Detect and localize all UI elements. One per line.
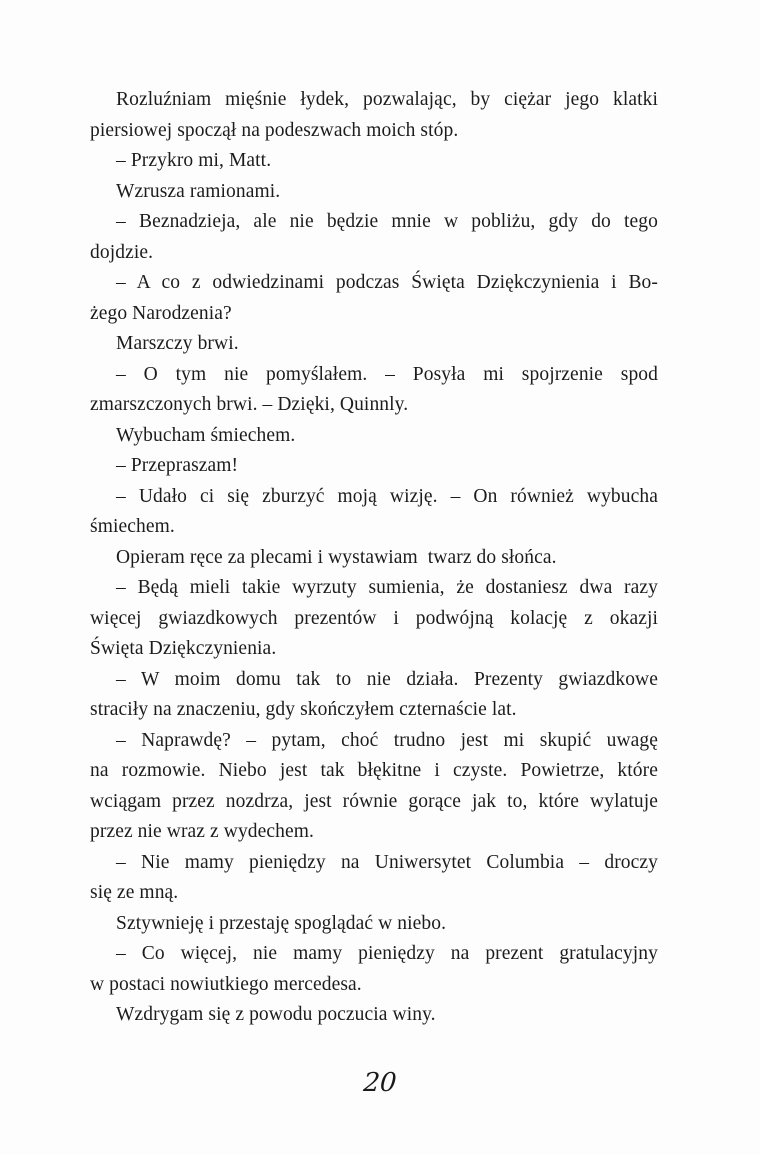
text-line: więcej gwiazdkowych prezentów i podwójną kolację z okazji	[90, 607, 658, 629]
text-line: Rozluźniam mięśnie łydek, pozwalając, by ciężar jego klatki	[116, 89, 658, 110]
text-line: – Przykro mi, Matt.	[116, 150, 272, 171]
text-line: – A co z odwiedzinami podczas Święta Dziękczynienia i Bo-	[116, 272, 658, 293]
text-line: – O tym nie pomyślałem. – Posyła mi spojrzenie spod	[116, 363, 658, 385]
text-line: zmarszczonych brwi. – Dzięki, Quinnly.	[90, 394, 409, 415]
text-line: Sztywnieję i przestaję spoglądać w niebo.	[116, 912, 447, 934]
text-line: – Przepraszam!	[116, 455, 239, 476]
text-line: – Udało ci się zburzyć moją wizję. – On również wybucha	[116, 485, 658, 507]
text-line: – Beznadzieja, ale nie będzie mnie w pobliżu, gdy do tego	[116, 211, 658, 232]
page-text	[90, 85, 658, 1031]
text-line: Święta Dziękczynienia.	[90, 638, 277, 659]
text-line: dojdzie.	[90, 241, 154, 263]
text-line: Wzdrygam się z powodu poczucia winy.	[116, 1004, 436, 1025]
page-number: 20	[362, 1068, 398, 1098]
text-line: się ze mną.	[90, 882, 179, 903]
text-line: wciągam przez nozdrza, jest równie gorące jak to, które wylatuje	[90, 790, 658, 812]
text-line: – Nie mamy pieniędzy na Uniwersytet Columbia – droczy	[116, 851, 658, 873]
text-line: żego Narodzenia?	[90, 302, 232, 324]
text-line: straciły na znaczeniu, gdy skończyłem czternaście lat.	[90, 699, 517, 720]
text-line: Wzrusza ramionami.	[116, 180, 281, 202]
text-line: w postaci nowiutkiego mercedesa.	[90, 973, 362, 995]
text-line: Wybucham śmiechem.	[116, 424, 296, 446]
text-line: – Co więcej, nie mamy pieniędzy na prezent gratulacyjny	[116, 943, 658, 964]
text-line: na rozmowie. Niebo jest tak błękitne i czyste. Powietrze, które	[90, 760, 658, 781]
text-line: przez nie wraz z wydechem.	[90, 821, 315, 842]
text-line: Marszczy brwi.	[116, 333, 239, 354]
text-line: Opieram ręce za plecami i wystawiam twarz do słońca.	[116, 546, 557, 568]
text-line: – W moim domu tak to nie działa. Prezenty gwiazdkowe	[116, 668, 658, 690]
text-line: – Naprawdę? – pytam, choć trudno jest mi skupić uwagę	[116, 729, 658, 751]
text-line: – Będą mieli takie wyrzuty sumienia, że dostaniesz dwa razy	[116, 577, 658, 598]
text-line: śmiechem.	[90, 516, 175, 537]
text-line: piersiowej spoczął na podeszwach moich stóp.	[90, 119, 459, 141]
